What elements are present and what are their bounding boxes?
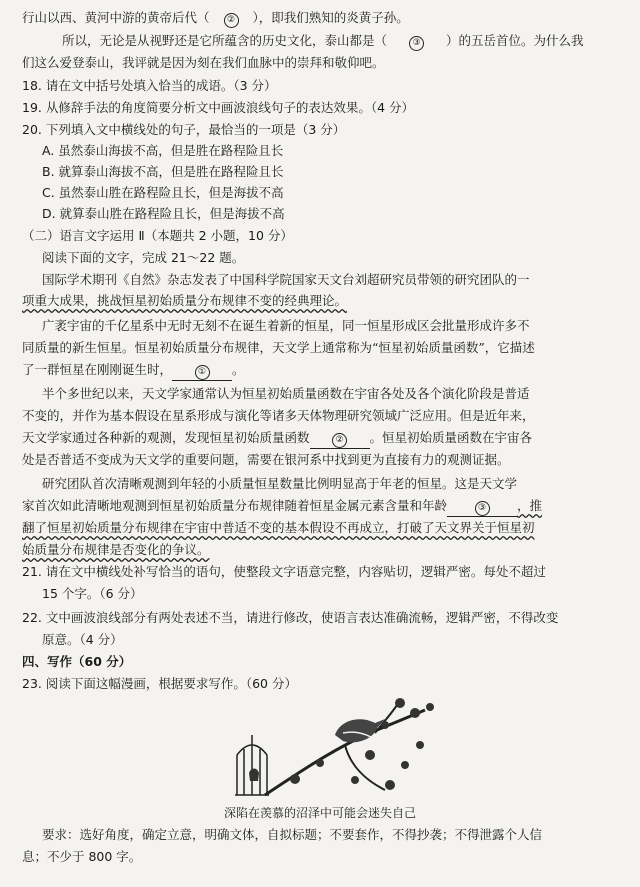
question-22-cont: 原意。（4 分） xyxy=(42,632,123,647)
paragraph-line: 始质量分布规律是否变化的争议。 xyxy=(22,542,210,557)
paragraph-line: 半个多世纪以来，天文学家通常认为恒星初始质量函数在宇宙各处及各个演化阶段是普适 xyxy=(42,386,530,401)
question-19: 19. 从修辞手法的角度简要分析文中画波浪线句子的表达效果。（4 分） xyxy=(22,100,415,115)
cartoon-caption: 深陷在羡慕的沼泽中可能会迷失自己 xyxy=(223,806,416,820)
option-c: C. 虽然泰山胜在路程险且长，但是海拔不高 xyxy=(42,185,284,200)
question-22: 22. 文中画波浪线部分有两处表述不当，请进行修改，使语言表达准确流畅，逻辑严密，不得改变 xyxy=(22,610,559,625)
paragraph-line: 家首次如此清晰地观测到恒星初始质量分布规律随着恒星金属元素含量和年龄 ③ ，推 xyxy=(22,498,542,517)
option-b: B. 就算泰山海拔不高，但是胜在路程险且长 xyxy=(42,164,284,179)
blank-marker-3: ③ xyxy=(409,36,424,51)
paragraph-line: 国际学术期刊《自然》杂志发表了中国科学院国家天文台刘超研究员带领的研究团队的一 xyxy=(42,272,530,287)
section-writing: 四、写作（60 分） xyxy=(22,654,132,669)
writing-requirement-cont: 息；不少于 800 字。 xyxy=(22,849,142,864)
question-21-cont: 15 个字。（6 分） xyxy=(42,586,143,601)
writing-requirement: 要求：选好角度，确定立意，明确文体，自拟标题；不要套作，不得抄袭；不得泄露个人信 xyxy=(42,827,543,842)
paragraph-line: 天文学家通过各种新的观测，发现恒星初始质量函数 ② 。恒星初始质量函数在宇宙各 xyxy=(22,430,532,449)
blank-1: ① xyxy=(172,362,232,381)
cartoon-bird-plum-birdcage xyxy=(225,695,440,800)
paragraph-line: 翻了恒星初始质量分布规律在宇宙中普适不变的基本假设不再成立，打破了天文界关于恒星初 xyxy=(22,520,535,535)
blank-2: ② xyxy=(310,430,370,449)
text-line: 们这么爱登泰山，我评就是因为刻在我们血脉中的崇拜和敬仰吧。 xyxy=(22,55,385,70)
option-d: D. 就算泰山胜在路程险且长，但是海拔不高 xyxy=(42,206,285,221)
text-line: 行山以西、黄河中游的黄帝后代（ ② ），即我们熟知的炎黄子孙。 xyxy=(22,10,409,28)
text-line: 所以，无论是从视野还是它所蕴含的历史文化，泰山都是（ ③ ）的五岳首位。为什么我 xyxy=(62,33,584,51)
paragraph-line: 广袤宇宙的千亿星系中无时无刻不在诞生着新的恒星，同一恒星形成区会批量形成许多不 xyxy=(42,318,530,333)
question-23: 23. 阅读下面这幅漫画，根据要求写作。（60 分） xyxy=(22,676,297,691)
section-heading: （二）语言文字运用 Ⅱ（本题共 2 小题，10 分） xyxy=(22,228,293,243)
paragraph-line: 同质量的新生恒星。恒星初始质量分布规律，天文学上通常称为“恒星初始质量函数”，它描述 xyxy=(22,340,535,355)
blank-3: ③ xyxy=(447,498,517,517)
paragraph-line: 研究团队首次清晰观测到年轻的小质量恒星数量比例明显高于年老的恒星。这是天文学 xyxy=(42,476,518,491)
paragraph-line: 处是否普适不变成为天文学的重要问题，需要在银河系中找到更为直接有力的观测证据。 xyxy=(22,452,510,467)
reading-instruction: 阅读下面的文字，完成 21～22 题。 xyxy=(42,250,245,265)
paragraph-line: 不变的，并作为基本假设在星系形成与演化等诸多天体物理研究领域广泛应用。但是近年来， xyxy=(22,408,535,423)
question-21: 21. 请在文中横线处补写恰当的语句，使整段文字语意完整，内容贴切，逻辑严密。每处不超过 xyxy=(22,564,546,579)
option-a: A. 虽然泰山海拔不高，但是胜在路程险且长 xyxy=(42,143,284,158)
blank-marker-2: ② xyxy=(224,13,239,28)
question-18: 18. 请在文中括号处填入恰当的成语。（3 分） xyxy=(22,78,277,93)
paragraph-line: 了一群恒星在刚刚诞生时， ① 。 xyxy=(22,362,245,381)
paragraph-line: 项重大成果，挑战恒星初始质量分布规律不变的经典理论。 xyxy=(22,293,348,308)
question-20: 20. 下列填入文中横线处的句子，最恰当的一项是（3 分） xyxy=(22,122,346,137)
